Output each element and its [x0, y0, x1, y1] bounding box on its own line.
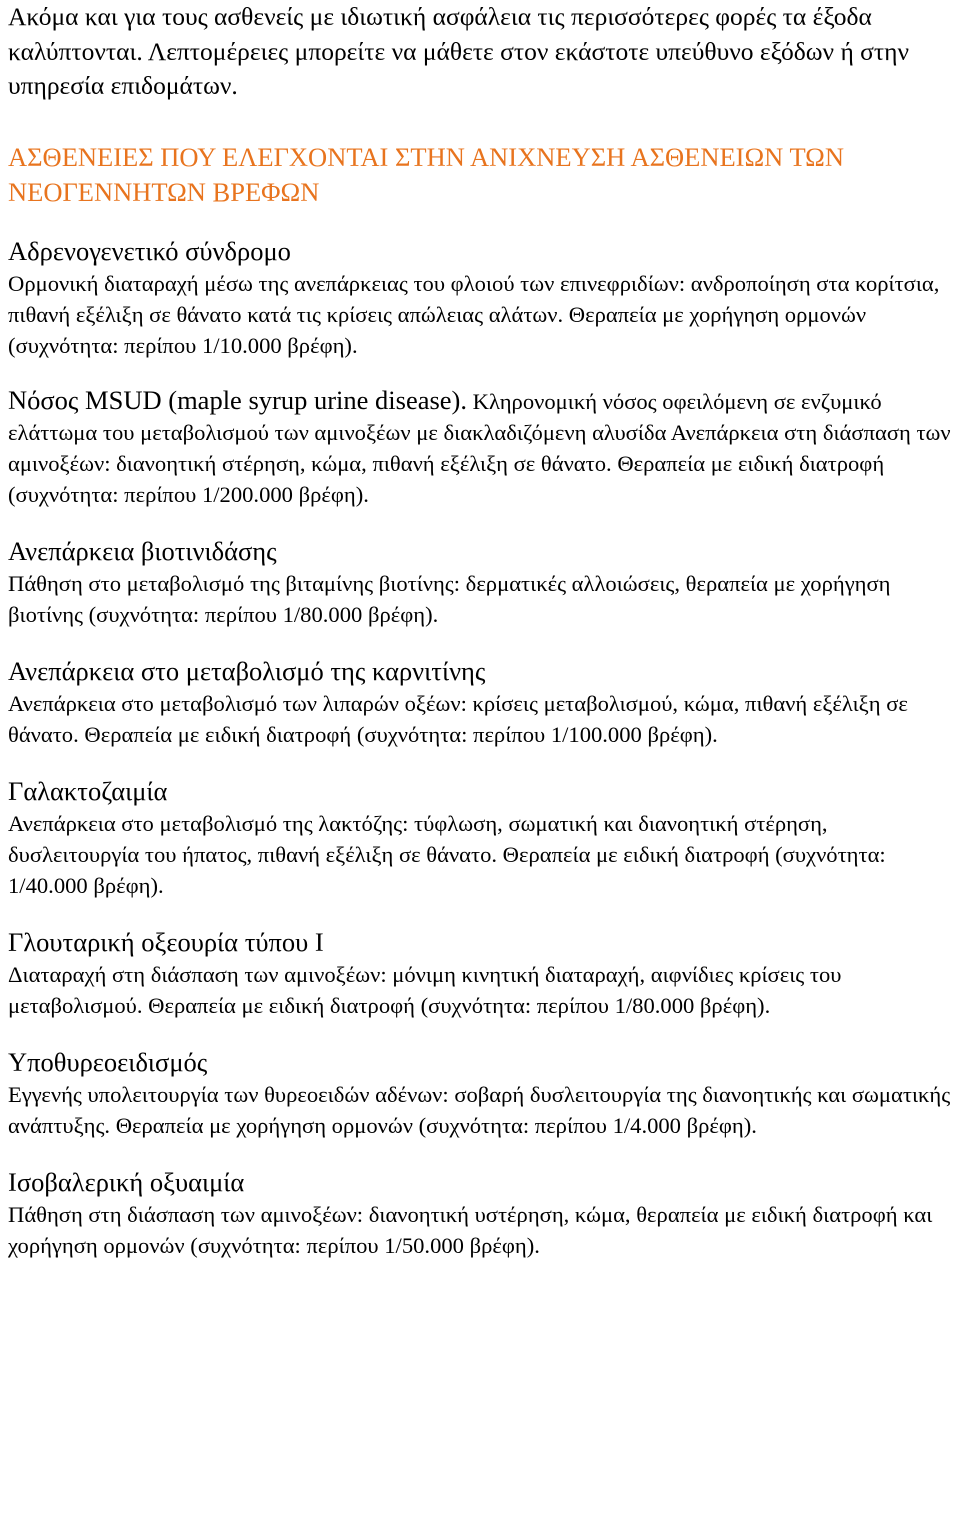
disease-title: Αδρενογενετικό σύνδρομο: [8, 235, 291, 266]
disease-description: Διαταραχή στη διάσπαση των αμινοξέων: μόνιμη κινητική διαταραχή, αιφνίδιες κρίσεις του μεταβολισμού. Θεραπεία με ειδική διατροφή (συχνότητα: περίπου 1/80.000 βρέφη).: [8, 961, 842, 1018]
page-title: ΑΣΘΕΝΕΙΕΣ ΠΟΥ ΕΛΕΓΧΟΝΤΑΙ ΣΤΗΝ ΑΝΙΧΝΕΥΣΗ ΑΣΘΕΝΕΙΩΝ ΤΩΝ ΝΕΟΓΕΝΝΗΤΩΝ ΒΡΕΦΩΝ: [8, 141, 845, 207]
disease-description: Πάθηση στη διάσπαση των αμινοξέων: διανοητική υστέρηση, κώμα, θεραπεία με ειδική διατροφή και χορήγηση ορμονών (συχνότητα: περίπου 1/50.000 βρέφη).: [8, 1201, 933, 1258]
disease-section: [8, 385, 952, 510]
disease-section: [8, 654, 952, 750]
disease-description: Πάθηση στο μεταβολισμό της βιταμίνης βιοτίνης: δερματικές αλλοιώσεις, θεραπεία με χορήγηση βιοτίνης (συχνότητα: περίπου 1/80.000 βρέφη).: [8, 570, 891, 627]
disease-section: [8, 774, 952, 901]
disease-description: Ανεπάρκεια στο μεταβολισμό της λακτόζης: τύφλωση, σωματική και διανοητική στέρηση, δυσλειτουργία του ήπατος, πιθανή εξέλιξη σε θάνατο. Θεραπεία με ειδική διατροφή (συχνότητα: 1/40.000 βρέφη).: [8, 810, 886, 898]
disease-description: Εγγενής υπολειτουργία των θυρεοειδών αδένων: σοβαρή δυσλειτουργία της διανοητικής και σωματικής ανάπτυξης. Θεραπεία με χορήγηση ορμονών (συχνότητα: περίπου 1/4.000 βρέφη).: [8, 1081, 951, 1138]
disease-description: Κληρονομική νόσος οφειλόμενη σε ενζυμικό ελάττωμα του μεταβολισμού των αμινοξέων με διακλαδιζόμενη αλυσίδα Ανεπάρκεια στη διάσπαση των αμινοξέων: διανοητική στέρηση, κώμα, πιθανή εξέλιξη σε θάνατο. Θεραπεία με ειδική διατροφή (συχνότητα: περίπου 1/200.000 βρέφη).: [8, 388, 951, 507]
disease-paragraph: [8, 385, 952, 510]
disease-section: [8, 1045, 952, 1141]
intro-paragraph: Ακόμα και για τους ασθενείς με ιδιωτική ασφάλεια τις περισσότερες φορές τα έξοδα καλύπτονται. Λεπτομέρειες μπορείτε να μάθετε στον εκάστοτε υπεύθυνο εξόδων ή στην υπηρεσία επιδομάτων.: [8, 2, 910, 100]
disease-description: Ορμονική διαταραχή μέσω της ανεπάρκειας του φλοιού των επινεφριδίων: ανδροποίηση στα κορίτσια, πιθανή εξέλιξη σε θάνατο κατά τις κρίσεις απώλειας αλάτων. Θεραπεία με χορήγηση ορμονών (συχνότητα: περίπου 1/10.000 βρέφη).: [8, 270, 940, 358]
disease-title: Γαλακτοζαιμία: [8, 775, 168, 806]
disease-section: [8, 534, 952, 630]
disease-section: [8, 1165, 952, 1261]
disease-section: [8, 234, 952, 361]
disease-title: Ανεπάρκεια στο μεταβολισμό της καρνιτίνης: [8, 655, 486, 686]
disease-title: Γλουταρική οξεουρία τύπου Ι: [8, 926, 324, 957]
disease-title: Ανεπάρκεια βιοτινιδάσης: [8, 535, 277, 566]
disease-section: [8, 925, 952, 1021]
disease-title: Ισοβαλερική οξυαιμία: [8, 1166, 245, 1197]
disease-title: Υποθυρεοειδισμός: [8, 1046, 208, 1077]
disease-description: Ανεπάρκεια στο μεταβολισμό των λιπαρών οξέων: κρίσεις μεταβολισμού, κώμα, πιθανή εξέλιξη σε θάνατο. Θεραπεία με ειδική διατροφή (συχνότητα: περίπου 1/100.000 βρέφη).: [8, 690, 908, 747]
disease-title: Νόσος MSUD (maple syrup urine disease).: [8, 384, 468, 415]
